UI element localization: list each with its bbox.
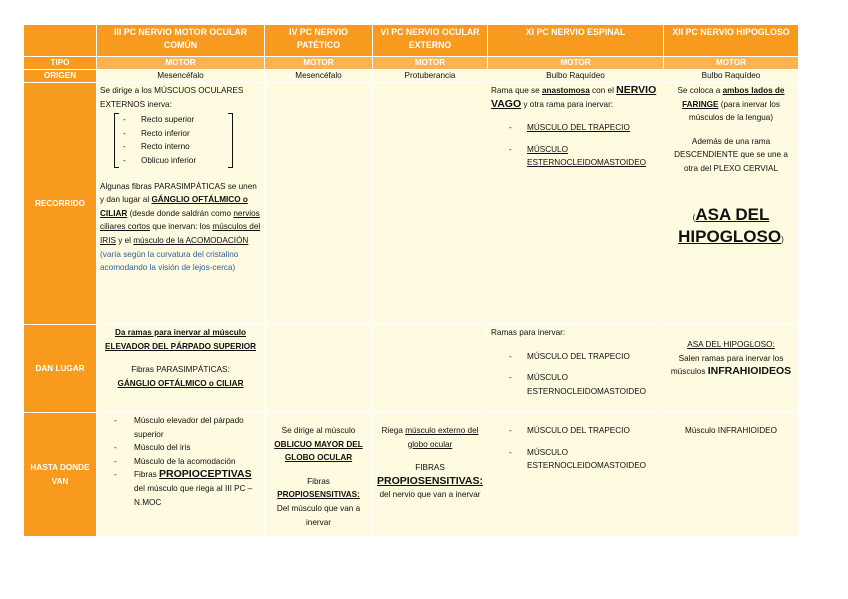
list-item: - MÚSCULO ESTERNOCLEIDOMASTOIDEO xyxy=(491,446,660,473)
origen-xi: Bulbo Raquídeo xyxy=(488,70,664,83)
row-label-recorrido: RECORRIDO xyxy=(24,83,97,325)
origen-row xyxy=(24,70,799,83)
list-item: - Recto interno xyxy=(123,140,233,154)
list-item: - Músculo de la acomodación xyxy=(114,455,261,469)
list-item: - Fibras PROPIOCEPTIVAS del músculo que riega al III PC – N.MOC xyxy=(114,468,261,509)
dan-lugar-xii: ASA DEL HIPOGLOSO: Salen ramas para inervar los músculos INFRAHIOIDEOS xyxy=(664,325,799,413)
recorrido-iv xyxy=(265,83,373,325)
header-row xyxy=(24,25,799,57)
list-item: - MÚSCULO ESTERNOCLEIDOMASTOIDEO xyxy=(491,143,660,170)
row-label-origen: ORIGEN xyxy=(24,70,97,83)
origen-iii: Mesencéfalo xyxy=(97,70,265,83)
row-label-hasta: HASTA DONDE VAN xyxy=(24,413,97,537)
recorrido-vi xyxy=(373,83,488,325)
header-xii-pc: XII PC NERVIO HIPOGLOSO xyxy=(664,25,799,57)
asa-del-hipogloso-title: (ASA DEL HIPOGLOSO) xyxy=(678,204,784,246)
list-item: - MÚSCULO DEL TRAPECIO xyxy=(491,350,660,364)
parasympathetic-paragraph: Algunas fibras PARASIMPÁTICAS se unen y dan lugar al GÁNGLIO OFTÁLMICO o CILIAR (desde donde saldrán como nervios ciliares cortos que inervan: los músculos del IRIS y el músculo de la ACOMODACIÓN (varía según la curvatura del cristalino acomodando la visión de lejos-cerca) xyxy=(100,181,261,273)
dan-lugar-row xyxy=(24,325,799,413)
tipo-vi: MOTOR xyxy=(373,57,488,70)
ganglio-ciliar-term: GÁNGLIO OFTÁLMICO o CILIAR xyxy=(100,195,248,218)
list-item: - Músculo elevador del párpado superior xyxy=(114,414,261,441)
recorrido-xi-intro: Rama que se anastomosa con el NERVIO VAGO y otra rama para inervar: xyxy=(491,84,657,110)
dan-lugar-iv xyxy=(265,325,373,413)
tipo-row xyxy=(24,57,799,70)
hasta-xi xyxy=(488,413,664,537)
list-item: - MÚSCULO ESTERNOCLEIDOMASTOIDEO xyxy=(491,371,660,398)
recorrido-iii xyxy=(97,83,265,325)
dan-lugar-iii: Da ramas para inervar al músculo ELEVADOR DEL PÁRPADO SUPERIOR Fibras PARASIMPÁTICAS: GÁNGLIO OFTÁLMICO o CILIAR xyxy=(97,325,265,413)
row-label-tipo: TIPO xyxy=(24,57,97,70)
recorrido-xii-p3: Además de una rama DESCENDIENTE que se une a otra del PLEXO CERVIAL xyxy=(674,136,788,173)
list-item: - MÚSCULO DEL TRAPECIO xyxy=(491,424,660,438)
hasta-vi: Riega músculo externo del globo ocular FIBRAS PROPIOSENSITIVAS: del nervio que van a inervar xyxy=(373,413,488,537)
hasta-row xyxy=(24,413,799,537)
tipo-iii: MOTOR xyxy=(97,57,265,70)
recorrido-row xyxy=(24,83,799,325)
origen-vi: Protuberancia xyxy=(373,70,488,83)
list-item: - MÚSCULO DEL TRAPECIO xyxy=(491,121,660,135)
external-muscles-list xyxy=(114,113,233,167)
origen-xii: Bulbo Raquídeo xyxy=(664,70,799,83)
dan-lugar-vi xyxy=(373,325,488,413)
hasta-iii-list xyxy=(100,414,261,509)
row-label-dan-lugar: DAN LUGAR xyxy=(24,325,97,413)
header-xi-pc: XI PC NERVIO ESPINAL xyxy=(488,25,664,57)
cranial-nerves-table xyxy=(23,24,799,537)
tipo-iv: MOTOR xyxy=(265,57,373,70)
header-iv-pc: IV PC NERVIO PATÉTICO xyxy=(265,25,373,57)
recorrido-xii-p1: Se coloca a ambos lados de FARINGE (para inervar los músculos de la lengua) xyxy=(677,86,785,123)
origen-iv: Mesencéfalo xyxy=(265,70,373,83)
hasta-xii: Músculo INFRAHIOIDEO xyxy=(664,413,799,537)
header-vi-pc: VI PC NERVIO OCULAR EXTERNO xyxy=(373,25,488,57)
tipo-xi: MOTOR xyxy=(488,57,664,70)
hasta-iii xyxy=(97,413,265,537)
recorrido-xi xyxy=(488,83,664,325)
list-item: - Recto inferior xyxy=(123,127,233,141)
corner-cell xyxy=(24,25,97,57)
tipo-xii: MOTOR xyxy=(664,57,799,70)
recorrido-iii-intro: Se dirige a los MÚSCUOS OCULARES EXTERNOS inerva: xyxy=(100,86,244,109)
list-item: - Recto superior xyxy=(123,113,233,127)
accommodation-note: (varía según la curvatura del cristalino acomodando la visión de lejos-cerca) xyxy=(100,249,239,273)
hasta-iv: Se dirige al músculo OBLICUO MAYOR DEL GLOBO OCULAR Fibras PROPIOSENSITIVAS: Del músculo que van a inervar xyxy=(265,413,373,537)
recorrido-xii xyxy=(664,83,799,325)
dan-lugar-xi: Ramas para inervar: - MÚSCULO DEL TRAPECIO - MÚSCULO ESTERNOCLEIDOMASTOIDEO xyxy=(488,325,664,413)
header-iii-pc: III PC NERVIO MOTOR OCULAR COMÚN xyxy=(97,25,265,57)
list-item: - Músculo del iris xyxy=(114,441,261,455)
list-item: - Oblicuo inferior xyxy=(123,154,233,168)
